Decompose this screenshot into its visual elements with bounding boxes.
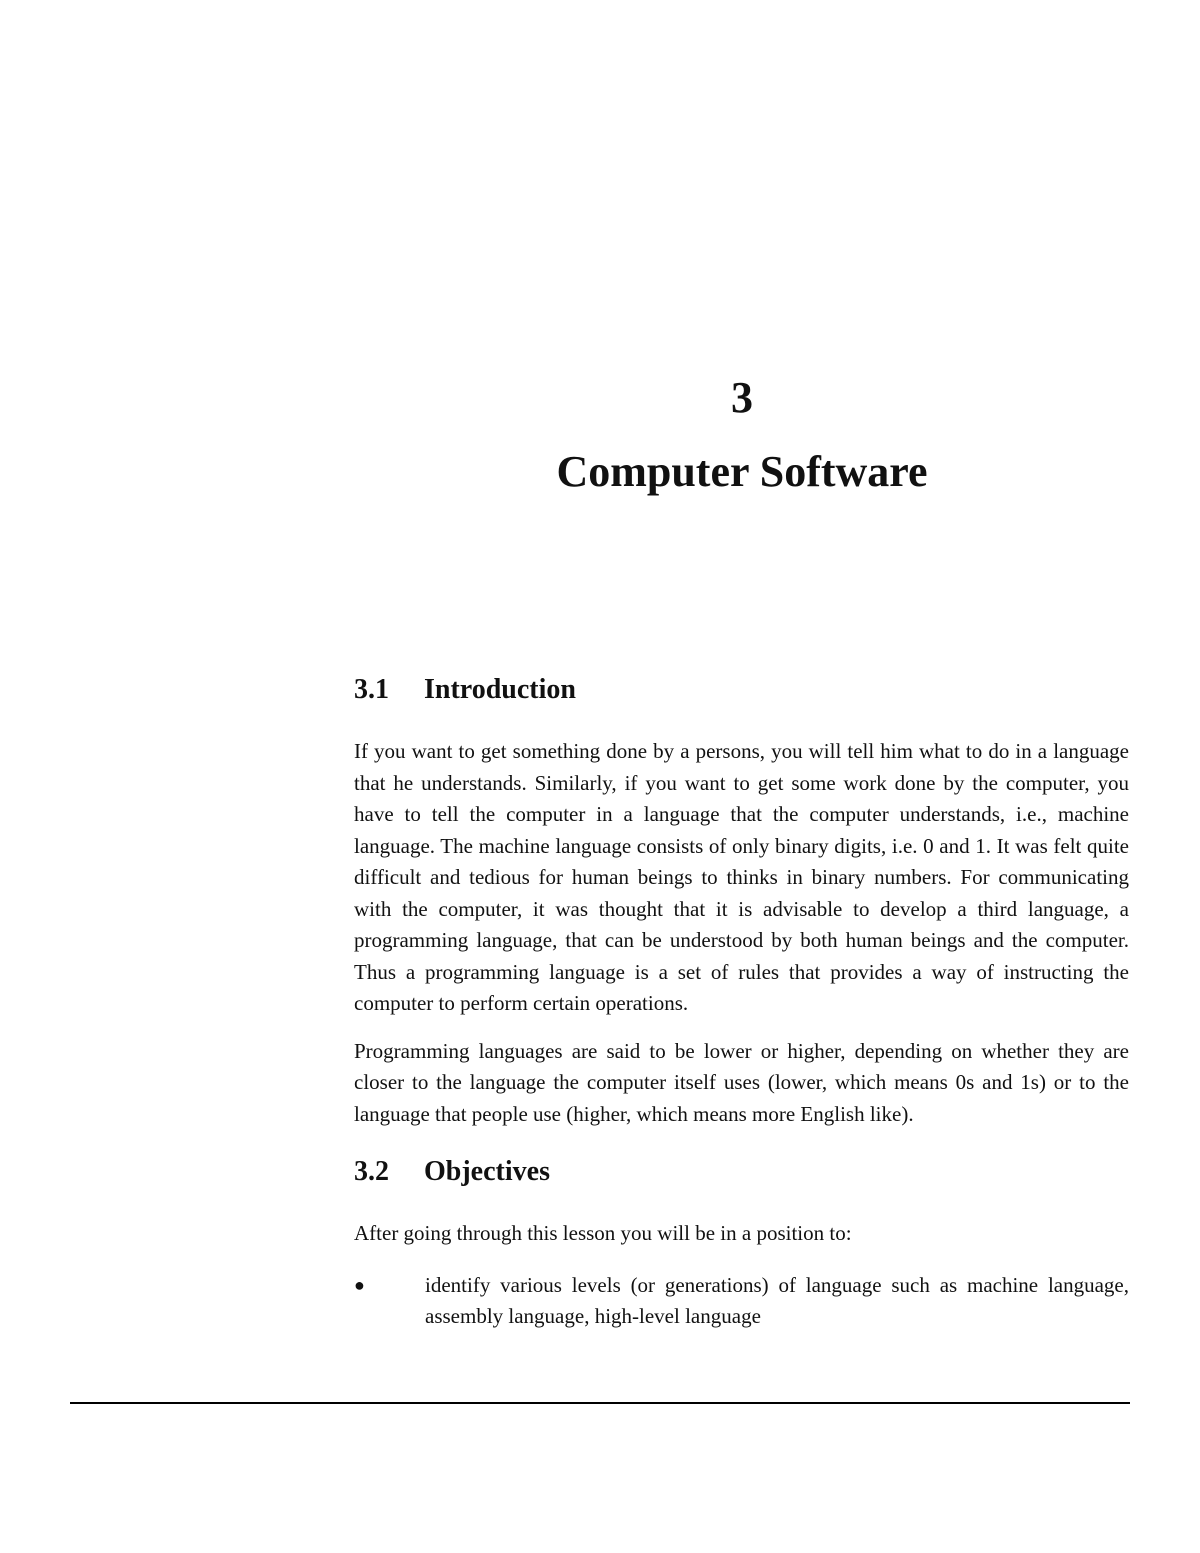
bullet-icon: ●: [354, 1274, 365, 1295]
section-title: Introduction: [424, 674, 576, 705]
section-number: 3.1: [354, 674, 389, 705]
chapter-number: 3: [731, 373, 753, 422]
section-title: Objectives: [424, 1156, 550, 1187]
section-heading-objectives: [354, 1152, 1129, 1192]
footer-divider: [70, 1402, 1130, 1404]
objectives-intro-paragraph: After going through this lesson you will be in a position to:: [354, 1221, 852, 1245]
intro-paragraph-2: Programming languages are said to be lower or higher, depending on whether they are closer to the language the computer itself uses (lower, which means 0s and 1s) or to the language that people use (higher, which means more English like).: [354, 1038, 1129, 1126]
chapter-title: Computer Software: [556, 447, 928, 496]
section-number: 3.2: [354, 1156, 389, 1187]
list-item: [354, 1270, 1129, 1333]
list-item-text: identify various levels (or generations) of language such as machine language, assembly language, high-level language: [425, 1272, 1129, 1328]
intro-paragraph-1: If you want to get something done by a persons, you will tell him what to do in a language that he understands. Similarly, if you want to get some work done by the computer, you have to tell the computer in a language that the computer understands, i.e., machine language. The machine language consists of only binary digits, i.e. 0 and 1. It was felt quite difficult and tedious for human beings to thinks in binary numbers. For communicating with the computer, it was thought that it is advisable to develop a third language, a programming language, that can be understood by both human beings and the computer. Thus a programming language is a set of rules that provides a way of instructing the computer to perform certain operations.: [354, 739, 1129, 1015]
main-content: [354, 670, 1129, 1333]
section-heading-introduction: [354, 670, 1129, 710]
